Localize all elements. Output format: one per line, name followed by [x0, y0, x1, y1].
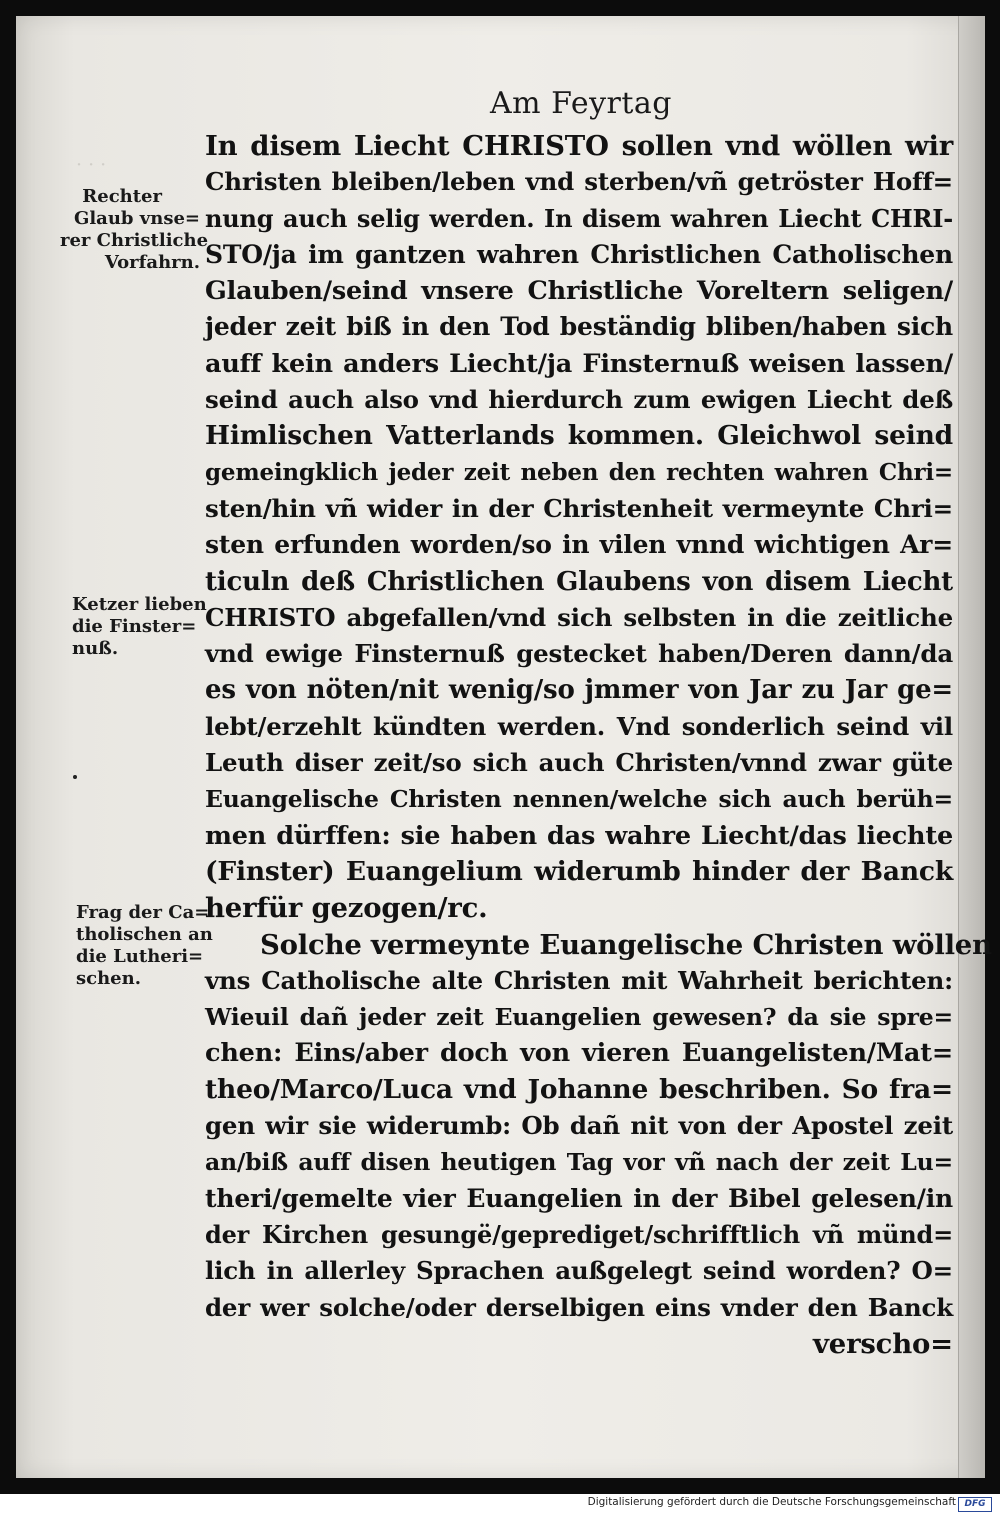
- ink-dot: [73, 775, 77, 779]
- text-line: Leuth diser zeit/so sich auch Christen/vnnd zwar güte: [205, 748, 953, 778]
- catchword: verscho=: [813, 1327, 953, 1360]
- text-line: Himlischen Vatterlands kommen. Gleichwol seind: [205, 420, 953, 452]
- page-edge: [958, 16, 985, 1478]
- text-line: jeder zeit biß in den Tod beständig bliben/haben sich: [205, 312, 953, 342]
- text-line: sten/hin vñ wider in der Christenheit vermeynte Chri=: [205, 493, 953, 523]
- marginal-line: Vorfahrn.: [104, 252, 200, 273]
- text-line: In disem Liecht CHRISTO sollen vnd wöllen wir: [205, 130, 953, 162]
- text-line: an/biß auff disen heutigen Tag vor vñ nach der zeit Lu=: [205, 1148, 953, 1177]
- text-line: nung auch selig werden. In disem wahren Liecht CHRI-: [205, 203, 953, 233]
- text-line: gen wir sie widerumb: Ob dañ nit von der Apostel zeit: [205, 1111, 953, 1141]
- text-line: Wieuil dañ jeder zeit Euangelien gewesen? da sie spre=: [205, 1003, 953, 1032]
- text-line: Solche vermeynte Euangelische Christen wöllen: [260, 928, 992, 961]
- funding-credit: Digitalisierung gefördert durch die Deutsche Forschungsgemeinschaft: [587, 1496, 956, 1508]
- running-head: Am Feyrtag: [490, 86, 673, 121]
- text-line: men dürffen: sie haben das wahre Liecht/das liechte: [205, 820, 953, 851]
- text-line: herfür gezogen/rc.: [205, 892, 488, 925]
- text-line: STO/ja im gantzen wahren Christlichen Catholischen: [205, 239, 953, 269]
- marginal-line: Rechter: [82, 186, 162, 207]
- text-line: lebt/erzehlt kündten werden. Vnd sonderlich seind vil: [205, 711, 953, 741]
- text-line: der Kirchen gesungë/geprediget/schrifftlich vñ münd=: [205, 1219, 953, 1249]
- text-line: CHRISTO abgefallen/vnd sich selbsten in die zeitliche: [205, 602, 953, 632]
- text-line: vnd ewige Finsternuß gestecket haben/Deren dann/da: [205, 639, 953, 669]
- text-line: Christen bleiben/leben vnd sterben/vñ getröster Hoff=: [205, 167, 953, 197]
- marginal-line: die Finster=: [72, 616, 197, 637]
- text-line: auff kein anders Liecht/ja Finsternuß weisen lassen/: [205, 348, 953, 379]
- text-line: theo/Marco/Luca vnd Johanne beschriben. So fra=: [205, 1073, 953, 1105]
- dfg-logo[interactable]: DFG: [958, 1497, 992, 1512]
- marginal-note-true-faith: [60, 186, 209, 274]
- text-line: lich in allerley Sprachen außgelegt seind worden? O=: [205, 1256, 953, 1286]
- marginal-line: nuß.: [72, 638, 119, 659]
- text-line: ticuln deß Christlichen Glaubens von disem Liecht: [205, 566, 953, 597]
- marginal-note-question: [76, 902, 213, 990]
- text-line: Euangelische Christen nennen/welche sich auch berüh=: [205, 785, 953, 814]
- body-text: [205, 128, 992, 1362]
- marginal-line: schen.: [76, 968, 141, 989]
- text-line: es von nöten/nit wenig/so jmmer von Jar zu Jar ge=: [205, 675, 953, 706]
- text-line: theri/gemelte vier Euangelien in der Bibel gelesen/in: [205, 1183, 953, 1213]
- marginal-line: Frag der Ca=: [76, 902, 210, 923]
- marginal-line: Glaub vnse=: [73, 208, 200, 229]
- text-line: gemeingklich jeder zeit neben den rechten wahren Chri=: [205, 458, 953, 486]
- marginal-line: die Lutheri=: [76, 946, 204, 967]
- text-line: (Finster) Euangelium widerumb hinder der Banck: [205, 855, 953, 887]
- text-line: sten erfunden worden/so in vilen vnnd wichtigen Ar=: [205, 530, 953, 560]
- text-line: chen: Eins/aber doch von vieren Euangelisten/Mat=: [205, 1038, 953, 1069]
- marginal-line: tholischen an: [76, 924, 213, 945]
- marginal-note-heretics: [72, 594, 207, 660]
- text-line: Glauben/seind vnsere Christliche Voreltern seligen/: [205, 276, 953, 307]
- footer-bar: [0, 1494, 1000, 1514]
- text-line: der wer solche/oder derselbigen eins vnder den Banck: [205, 1292, 953, 1322]
- text-line: seind auch also vnd hierdurch zum ewigen Liecht deß: [205, 385, 953, 415]
- marginal-line: Ketzer lieben: [72, 594, 207, 615]
- show-through-text: · · ·: [76, 154, 107, 176]
- marginal-line: rer Christliche: [60, 230, 209, 251]
- text-line: vns Catholische alte Christen mit Wahrheit berichten:: [205, 965, 953, 995]
